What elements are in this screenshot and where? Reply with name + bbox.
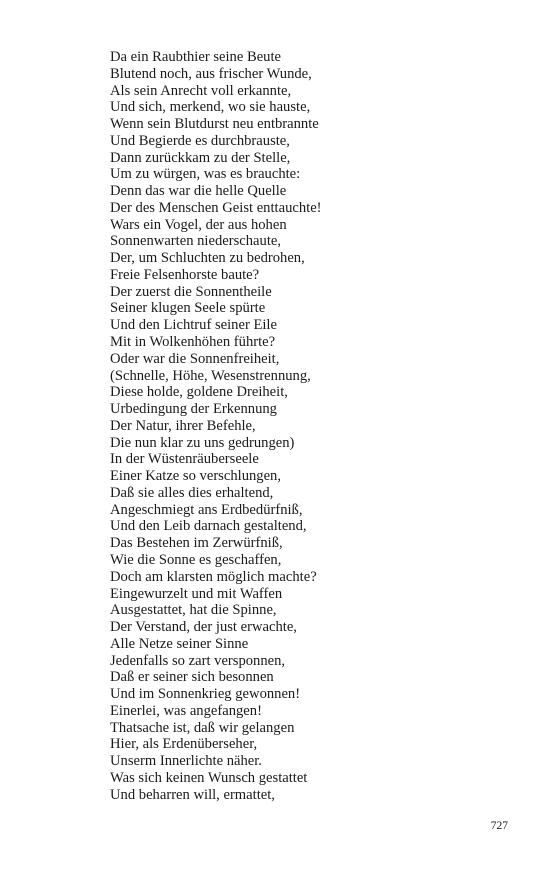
poem-line: Unserm Innerlichte näher.	[110, 753, 262, 770]
poem-line: Blutend noch, aus frischer Wunde,	[110, 65, 312, 82]
poem-line: Denn das war die helle Quelle	[110, 183, 287, 200]
poem-line: Der, um Schluchten zu bedrohen,	[110, 250, 305, 267]
page-number: 727	[490, 820, 508, 832]
poem-line: Daß sie alles dies erhaltend,	[110, 484, 274, 501]
poem-line: In der Wüstenräuberseele	[110, 451, 259, 468]
poem-line: Eingewurzelt und mit Waffen	[110, 585, 283, 602]
poem-line: Um zu würgen, was es brauchte:	[110, 166, 301, 183]
poem-line: Thatsache ist, daß wir gelangen	[110, 719, 295, 736]
poem-line: Oder war die Sonnenfreiheit,	[110, 350, 280, 367]
poem-line: Der des Menschen Geist enttauchte!	[110, 199, 322, 216]
poem-line: Und den Leib darnach gestaltend,	[110, 518, 307, 535]
poem-line: Dann zurückkam zu der Stelle,	[110, 149, 291, 166]
poem-line: Und beharren will, ermattet,	[110, 786, 275, 803]
poem-line: Angeschmiegt ans Erdbedürfniß,	[110, 501, 303, 518]
poem-line: Wie die Sonne es geschaffen,	[110, 551, 282, 568]
poem-line: Ausgestattet, hat die Spinne,	[110, 602, 277, 619]
poem-line: Und im Sonnenkrieg gewonnen!	[110, 686, 301, 703]
poem-line: Einerlei, was angefangen!	[110, 702, 262, 719]
poem-line: Das Bestehen im Zerwürfniß,	[110, 535, 283, 552]
poem-line: Hier, als Erdenüberseher,	[110, 736, 258, 753]
poem-line: Einer Katze so verschlungen,	[110, 468, 282, 485]
poem-text	[110, 49, 322, 803]
poem-line: Mit in Wolkenhöhen führte?	[110, 334, 276, 351]
poem-line: Da ein Raubthier seine Beute	[110, 49, 282, 65]
poem-line: Die nun klar zu uns gedrungen)	[110, 434, 295, 451]
poem-line: Alle Netze seiner Sinne	[110, 635, 249, 652]
poem-line: Urbedingung der Erkennung	[110, 401, 277, 418]
poem-line: Sonnenwarten niederschaute,	[110, 233, 282, 250]
poem-line: Wenn sein Blutdurst neu entbrannte	[110, 116, 319, 133]
poem-line: Und sich, merkend, wo sie hauste,	[110, 99, 311, 116]
poem-line: Der Verstand, der just erwachte,	[110, 619, 297, 636]
poem-line: Daß er seiner sich besonnen	[110, 669, 274, 686]
poem-line: Was sich keinen Wunsch gestattet	[110, 769, 308, 786]
poem-line: Wars ein Vogel, der aus hohen	[110, 216, 287, 233]
poem-line: Freie Felsenhorste baute?	[110, 266, 260, 283]
poem-line: Der zuerst die Sonnentheile	[110, 283, 272, 300]
poem-line: Doch am klarsten möglich machte?	[110, 568, 317, 585]
poem-line: Als sein Anrecht voll erkannte,	[110, 82, 292, 99]
poem-line: Seiner klugen Seele spürte	[110, 300, 266, 317]
poem-line: (Schnelle, Höhe, Wesenstrennung,	[110, 367, 311, 384]
poem-line: Diese holde, goldene Dreiheit,	[110, 384, 288, 401]
poem-line: Jedenfalls so zart versponnen,	[110, 652, 286, 669]
poem-line: Und den Lichtruf seiner Eile	[110, 317, 277, 334]
poem-line: Und Begierde es durchbrauste,	[110, 132, 290, 149]
poem-line: Der Natur, ihrer Befehle,	[110, 417, 256, 434]
